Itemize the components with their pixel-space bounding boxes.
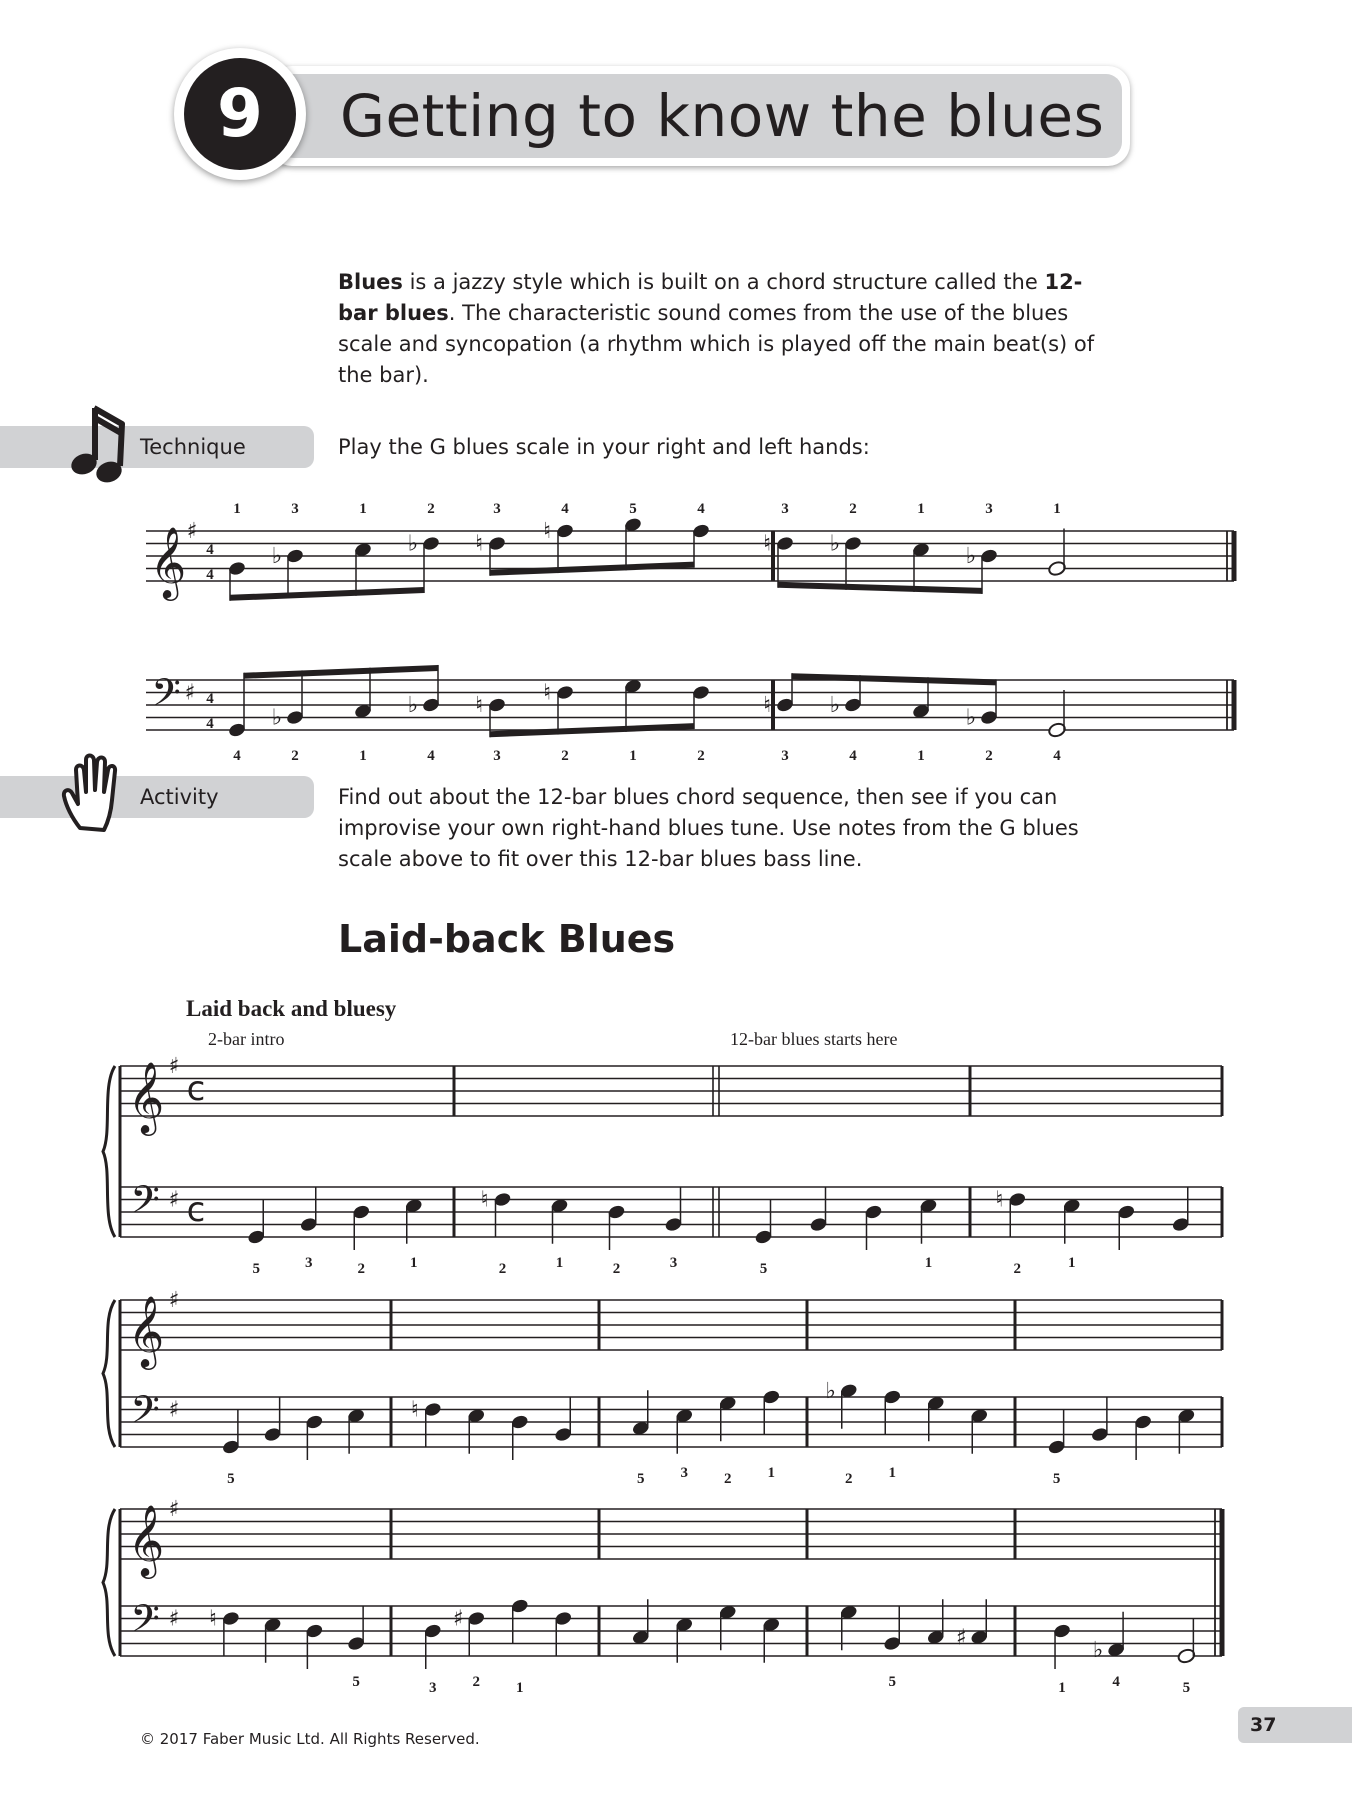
natural-icon: ♮ [480, 1187, 489, 1213]
natural-icon: ♮ [543, 519, 551, 544]
fingering-number: 1 [233, 501, 241, 517]
fingering-number: 5 [227, 1471, 235, 1487]
fingering-number: 1 [359, 501, 367, 517]
fingering-number: 2 [845, 1471, 853, 1487]
natural-icon: ♮ [995, 1187, 1004, 1213]
fingering-number: 2 [561, 748, 569, 764]
time-signature-bottom: 4 [206, 567, 214, 583]
flat-icon: ♭ [829, 693, 841, 718]
beam [490, 562, 694, 576]
fingering-number: 4 [561, 501, 569, 517]
flat-icon: ♭ [407, 693, 419, 718]
natural-icon: ♮ [475, 531, 483, 557]
fingering-number: 5 [888, 1674, 896, 1690]
fingering-number: 1 [410, 1255, 418, 1271]
fingering-number: 2 [1013, 1261, 1021, 1277]
flat-icon: ♭ [271, 544, 283, 569]
fingering-number: 1 [359, 748, 367, 764]
key-signature-sharp-icon: ♯ [168, 1397, 180, 1423]
technique-tab-label: Technique [140, 435, 246, 459]
fingering-number: 3 [781, 748, 789, 764]
flat-icon: ♭ [407, 531, 419, 557]
natural-icon: ♮ [475, 693, 483, 718]
fingering-number: 2 [697, 748, 705, 764]
fingering-number: 2 [427, 501, 435, 517]
fingering-number: 3 [669, 1255, 678, 1271]
technique-instruction: Play the G blues scale in your right and left hands: [338, 435, 870, 459]
fingering-number: 5 [629, 501, 637, 517]
intro-term-12-bar-blues: 12-bar blues [338, 270, 1083, 325]
fingering-number: 4 [1112, 1674, 1120, 1690]
flat-icon: ♭ [1092, 1637, 1104, 1663]
copyright-notice: © 2017 Faber Music Ltd. All Rights Reserved. [140, 1730, 480, 1748]
fingering-number: 3 [781, 501, 789, 517]
fingering-number: 5 [1052, 1471, 1061, 1487]
key-signature-sharp-icon: ♯ [168, 1497, 180, 1522]
intro-term-blues: Blues [338, 270, 403, 294]
fingering-number: 3 [493, 748, 501, 764]
fingering-number: 1 [1068, 1255, 1076, 1271]
common-time-icon: c [186, 1069, 206, 1109]
fingering-number: 1 [767, 1465, 775, 1481]
fingering-number: 4 [233, 748, 241, 764]
bass-clef-icon: 𝄢 [130, 1596, 160, 1650]
natural-icon: ♮ [763, 531, 771, 557]
piece-title: Laid-back Blues [338, 917, 676, 961]
page-number: 37 [1250, 1714, 1277, 1736]
fingering-number: 1 [1058, 1680, 1066, 1696]
beam [490, 723, 694, 737]
key-signature-sharp-icon: ♯ [184, 680, 196, 706]
blues-start-annotation: 12-bar blues starts here [730, 1029, 898, 1049]
key-signature-sharp-icon: ♯ [168, 1054, 180, 1079]
treble-clef-icon: 𝄞 [127, 1294, 165, 1367]
fingering-number: 1 [917, 501, 925, 517]
fingering-number: 5 [759, 1261, 768, 1277]
key-signature-sharp-icon: ♯ [168, 1288, 180, 1313]
flat-icon: ♭ [825, 1378, 836, 1404]
fingering-number: 1 [555, 1255, 564, 1271]
bass-clef-icon: 𝄢 [130, 1177, 160, 1231]
activity-tab-label: Activity [140, 785, 219, 809]
fingering-number: 4 [1053, 748, 1061, 764]
system-brace [103, 1066, 115, 1237]
activity-instruction: Find out about the 12-bar blues chord sequence, then see if you can improvise your own right-hand blues tune. Use notes from the G blues scale above to fit over this 12-bar blues bass line. [338, 785, 1079, 871]
fingering-number: 5 [352, 1674, 360, 1690]
key-signature-sharp-icon: ♯ [168, 1606, 180, 1632]
fingering-number: 2 [291, 748, 299, 764]
sharp-icon: ♯ [955, 1625, 967, 1651]
fingering-number: 2 [724, 1471, 732, 1487]
bass-clef-icon: 𝄢 [151, 670, 181, 724]
intro-text-1: is a jazzy style which is built on a chord structure called the [402, 270, 1045, 294]
treble-clef-icon: 𝄞 [127, 1503, 165, 1576]
fingering-number: 3 [985, 501, 993, 517]
fingering-number: 4 [427, 748, 435, 764]
sharp-icon: ♯ [452, 1606, 464, 1632]
fingering-number: 2 [498, 1261, 507, 1277]
fingering-number: 3 [680, 1465, 688, 1481]
fingering-number: 3 [429, 1680, 437, 1696]
time-signature-top: 4 [206, 691, 214, 707]
beam [792, 673, 996, 685]
beam [244, 665, 438, 679]
key-signature-sharp-icon: ♯ [186, 519, 198, 544]
fingering-number: 1 [629, 748, 637, 764]
fingering-number: 2 [985, 748, 993, 764]
beam [230, 587, 424, 601]
beam [778, 582, 982, 594]
bass-clef-icon: 𝄢 [130, 1387, 160, 1441]
fingering-number: 2 [612, 1261, 621, 1277]
fingering-number: 1 [1053, 501, 1061, 517]
fingering-number: 4 [849, 748, 857, 764]
key-signature-sharp-icon: ♯ [168, 1187, 180, 1213]
natural-icon: ♮ [543, 680, 551, 706]
flat-icon: ♭ [965, 544, 977, 569]
fingering-number: 1 [888, 1465, 896, 1481]
common-time-icon: c [186, 1190, 206, 1230]
fingering-number: 2 [849, 501, 857, 517]
flat-icon: ♭ [965, 705, 977, 731]
fingering-number: 1 [516, 1680, 524, 1696]
natural-icon: ♮ [410, 1397, 419, 1423]
system-brace [103, 1509, 115, 1656]
tempo-marking: Laid back and bluesy [186, 996, 397, 1021]
page-number-tab [1238, 1707, 1352, 1743]
chapter-title: Getting to know the blues [340, 82, 1105, 150]
intro-annotation: 2-bar intro [208, 1029, 285, 1049]
fingering-number: 1 [917, 748, 925, 764]
time-signature-bottom: 4 [206, 716, 214, 732]
system-brace [103, 1300, 115, 1447]
fingering-number: 3 [493, 501, 501, 517]
fingering-number: 5 [252, 1261, 260, 1277]
intro-text-2: . The characteristic sound comes from the use of the blues scale and syncopation (a rhythm which is played off the main beat(s) of the bar). [338, 301, 1095, 387]
fingering-number: 4 [697, 501, 705, 517]
fingering-number: 5 [1182, 1680, 1191, 1696]
fingering-number: 5 [637, 1471, 645, 1487]
time-signature-top: 4 [206, 542, 214, 558]
treble-clef-icon: 𝄞 [127, 1060, 165, 1133]
flat-icon: ♭ [829, 531, 841, 557]
fingering-number: 2 [357, 1261, 365, 1277]
fingering-number: 3 [291, 501, 299, 517]
chapter-number-badge: 9 [184, 58, 296, 170]
natural-icon: ♮ [208, 1606, 217, 1632]
treble-clef-icon: 𝄞 [149, 525, 187, 598]
fingering-number: 3 [305, 1255, 313, 1271]
fingering-number: 2 [472, 1674, 480, 1690]
fingering-number: 1 [924, 1255, 933, 1271]
flat-icon: ♭ [271, 705, 283, 731]
natural-icon: ♮ [763, 693, 771, 718]
